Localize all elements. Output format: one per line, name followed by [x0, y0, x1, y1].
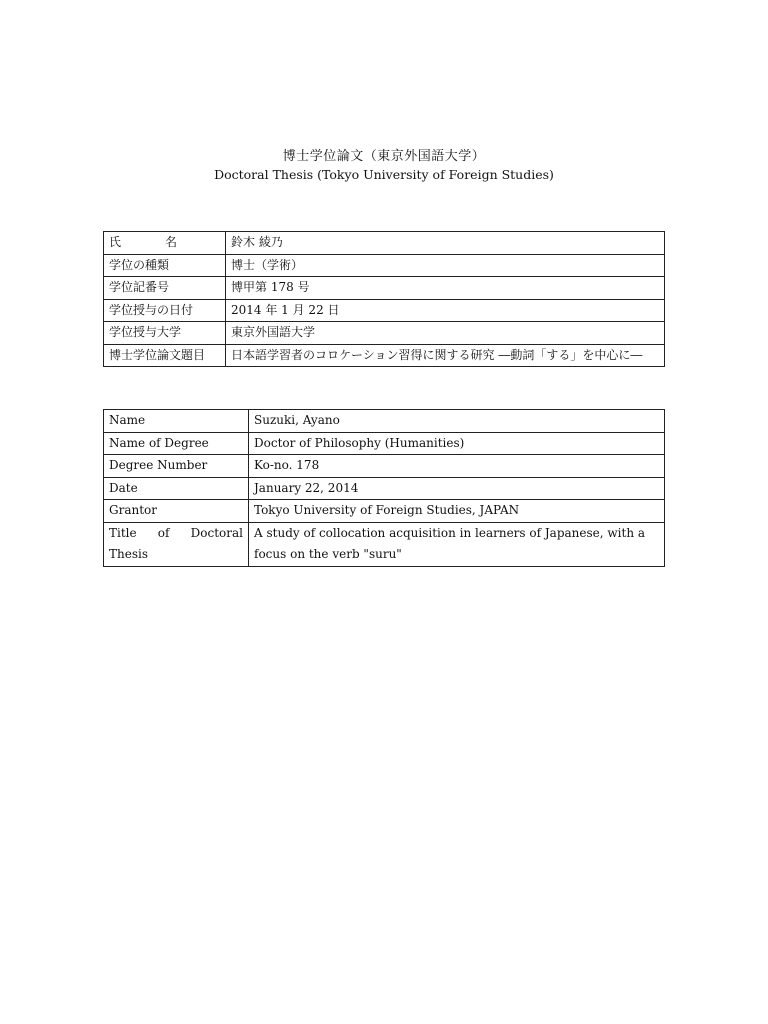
thesis-title-english: Doctoral Thesis (Tokyo University of Foreign Studies) [214, 167, 554, 182]
thesis-info-table-japanese [103, 231, 665, 367]
table-row-name-en [104, 410, 665, 433]
row-value: 東京外国語大学 [226, 322, 665, 345]
row-label: 学位記番号 [104, 277, 226, 300]
row-label: Title of Doctoral Thesis [104, 522, 249, 566]
row-label: Name [104, 410, 249, 433]
table-row-thesis-title-en [104, 522, 665, 566]
table-row-grantor-ja [104, 322, 665, 345]
table-row-date-en [104, 477, 665, 500]
row-value: 博甲第 178 号 [226, 277, 665, 300]
row-label [104, 232, 226, 255]
label-name-ja [109, 232, 177, 254]
thesis-title-japanese: 博士学位論文（東京外国語大学） [282, 149, 486, 164]
row-value: 鈴木 綾乃 [226, 232, 665, 255]
row-value: 2014 年 1 月 22 日 [226, 299, 665, 322]
label-name-ja-part-2: 名 [164, 235, 177, 249]
row-value: A study of collocation acquisition in learners of Japanese, with a focus on the verb "suru" [249, 522, 665, 566]
row-value: Tokyo University of Foreign Studies, JAPAN [249, 500, 665, 523]
row-value: 博士（学術） [226, 254, 665, 277]
table-row-grantor-en [104, 500, 665, 523]
row-label: Name of Degree [104, 432, 249, 455]
table-row-thesis-title-ja [104, 344, 665, 367]
row-label: Date [104, 477, 249, 500]
thesis-info-table-english [103, 409, 665, 567]
table-row-degree-number-ja [104, 277, 665, 300]
row-value: Doctor of Philosophy (Humanities) [249, 432, 665, 455]
row-label: 学位授与の日付 [104, 299, 226, 322]
row-value: January 22, 2014 [249, 477, 665, 500]
row-value: 日本語学習者のコロケーション習得に関する研究 ―動詞「する」を中心に― [226, 344, 665, 367]
row-value: Suzuki, Ayano [249, 410, 665, 433]
row-label: 博士学位論文題目 [104, 344, 226, 367]
row-label: Grantor [104, 500, 249, 523]
row-label: 学位授与大学 [104, 322, 226, 345]
label-name-ja-part-1: 氏 [109, 235, 122, 249]
row-label: Degree Number [104, 455, 249, 478]
row-value: Ko-no. 178 [249, 455, 665, 478]
table-row-name-ja [104, 232, 665, 255]
table-row-degree-name-en [104, 432, 665, 455]
table-row-degree-number-en [104, 455, 665, 478]
table-row-date-ja [104, 299, 665, 322]
row-label: 学位の種類 [104, 254, 226, 277]
table-row-degree-type-ja [104, 254, 665, 277]
